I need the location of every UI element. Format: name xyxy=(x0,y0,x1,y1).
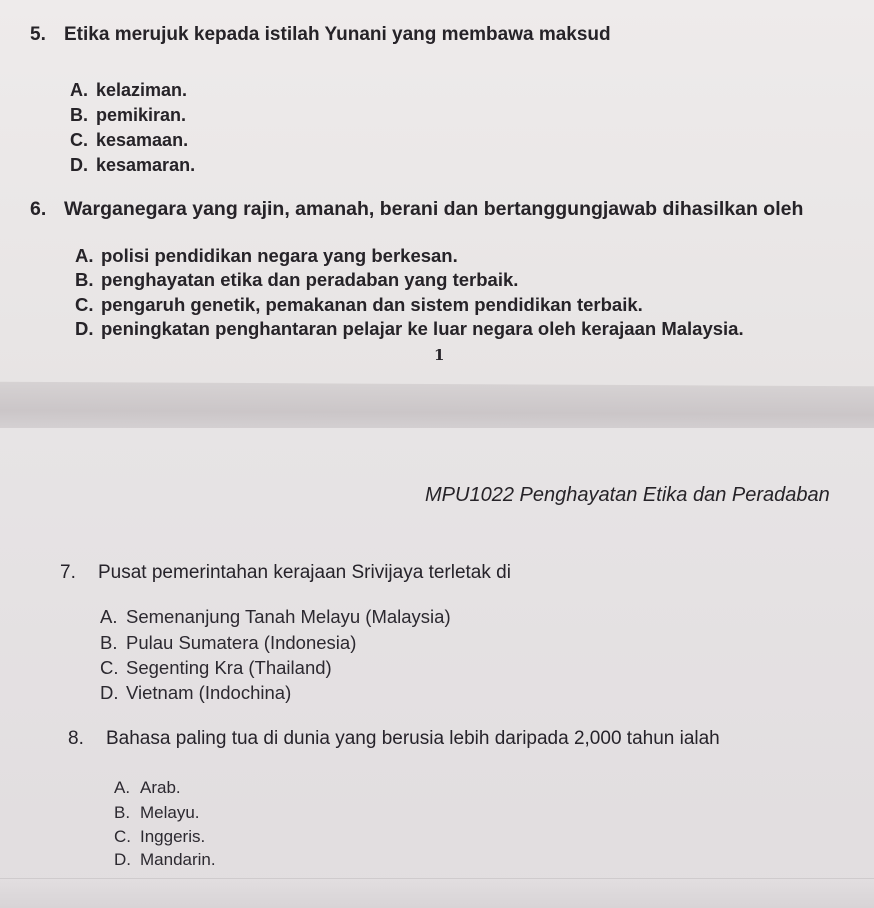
option-text: kesamaran. xyxy=(96,155,196,175)
question-number: 8. xyxy=(68,728,84,749)
option-letter: A. xyxy=(75,245,94,266)
option-text: peningkatan penghantaran pelajar ke luar negara oleh kerajaan Malaysia. xyxy=(101,318,744,339)
q5-option-a xyxy=(70,80,187,101)
question-number: 6. xyxy=(30,198,47,220)
option-letter: C. xyxy=(70,130,88,150)
question-text: Warganegara yang rajin, amanah, berani dan bertanggungjawab dihasilkan oleh xyxy=(64,198,804,220)
option-text: Vietnam (Indochina) xyxy=(126,682,292,703)
option-letter: B. xyxy=(75,269,94,290)
q8-option-d xyxy=(114,850,216,870)
q6-option-c xyxy=(75,294,643,316)
q5-option-b xyxy=(70,105,186,126)
option-text: Semenanjung Tanah Melayu (Malaysia) xyxy=(126,606,451,627)
question-text: Pusat pemerintahan kerajaan Srivijaya terletak di xyxy=(98,562,511,583)
q6-option-a xyxy=(75,245,458,267)
option-text: kelaziman. xyxy=(96,80,188,100)
question-6 xyxy=(30,198,803,221)
q6-option-d xyxy=(75,318,744,340)
question-number: 7. xyxy=(60,562,76,583)
option-text: penghayatan etika dan peradaban yang terbaik. xyxy=(101,269,519,290)
q8-option-b xyxy=(114,803,200,823)
q6-option-b xyxy=(75,269,518,291)
option-letter: D. xyxy=(114,850,131,869)
option-letter: D. xyxy=(75,318,94,339)
option-letter: C. xyxy=(75,294,94,315)
option-text: Inggeris. xyxy=(140,827,206,846)
question-text: Bahasa paling tua di dunia yang berusia lebih daripada 2,000 tahun ialah xyxy=(106,728,720,749)
option-text: polisi pendidikan negara yang berkesan. xyxy=(101,245,458,266)
option-letter: C. xyxy=(100,657,119,678)
q5-option-c xyxy=(70,130,188,151)
option-letter: B. xyxy=(70,105,88,125)
q7-option-c xyxy=(100,657,332,679)
q7-option-a xyxy=(100,606,451,628)
q8-option-a xyxy=(114,778,181,798)
option-text: Segenting Kra (Thailand) xyxy=(126,657,332,678)
option-text: pemikiran. xyxy=(96,105,187,125)
option-text: pengaruh genetik, pemakanan dan sistem pendidikan terbaik. xyxy=(101,294,643,315)
option-letter: C. xyxy=(114,827,131,846)
option-letter: A. xyxy=(100,606,118,627)
course-header: MPU1022 Penghayatan Etika dan Peradaban xyxy=(425,484,830,506)
question-7 xyxy=(60,562,511,584)
question-8 xyxy=(68,728,720,750)
q8-option-c xyxy=(114,827,205,847)
option-letter: B. xyxy=(114,803,131,822)
page-number: 1 xyxy=(434,346,445,364)
page-bottom-edge xyxy=(0,878,874,908)
option-letter: B. xyxy=(100,632,118,653)
page-break-gap xyxy=(0,382,874,435)
question-5 xyxy=(30,24,611,46)
option-text: Pulau Sumatera (Indonesia) xyxy=(126,632,357,653)
option-text: Mandarin. xyxy=(140,850,216,869)
q7-option-b xyxy=(100,632,356,654)
option-letter: A. xyxy=(70,80,88,100)
question-text: Etika merujuk kepada istilah Yunani yang membawa maksud xyxy=(64,24,611,45)
option-letter: A. xyxy=(114,778,131,797)
option-text: Arab. xyxy=(140,778,181,797)
option-text: Melayu. xyxy=(140,803,200,822)
question-number: 5. xyxy=(30,24,46,45)
q7-option-d xyxy=(100,682,291,704)
option-text: kesamaan. xyxy=(96,130,189,150)
q5-option-d xyxy=(70,155,195,176)
option-letter: D. xyxy=(70,155,88,175)
option-letter: D. xyxy=(100,682,119,703)
